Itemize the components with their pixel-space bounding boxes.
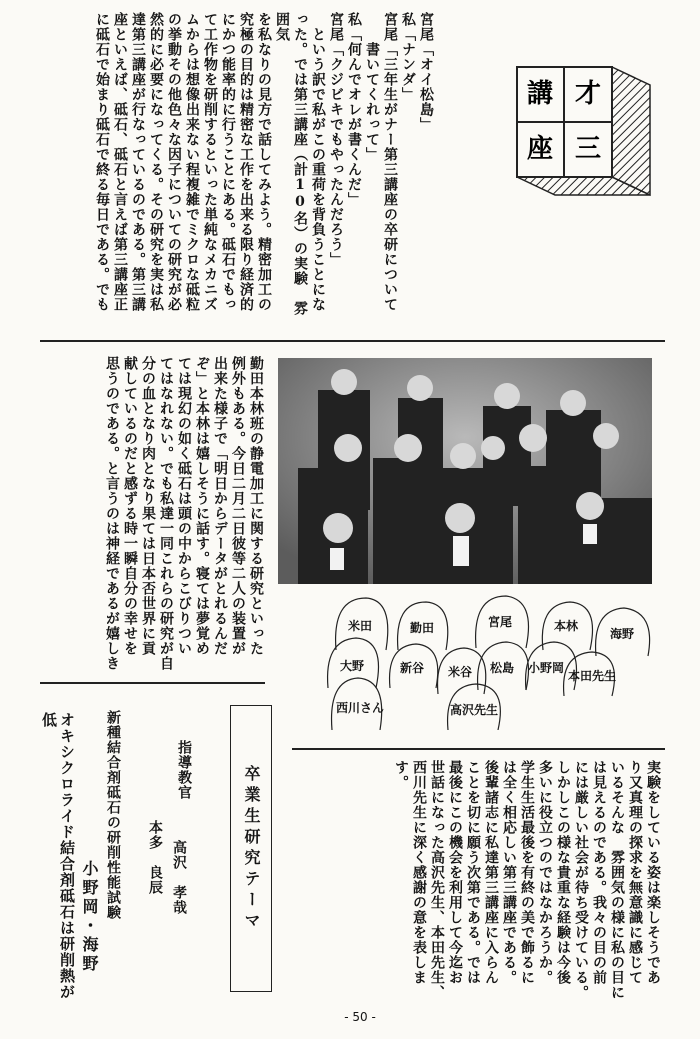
page-number: ‐ 50 ‐ (344, 1010, 376, 1024)
caption-name: 海野 (610, 627, 635, 641)
caption-name: 松島 (490, 661, 515, 675)
emblem-char-3: 講 (526, 79, 554, 109)
emblem-third-course (505, 55, 660, 215)
intro-line: て工作物を研削するといった単純なメカニズ (202, 12, 218, 312)
middle-line: 出来た様子で「明日からデータがとれるんだ (212, 356, 228, 656)
closing-line: す。 (393, 760, 409, 790)
emblem-char-1: 才 (574, 79, 602, 109)
intro-line: の挙動その他色々な因子についての研究が必 (166, 12, 182, 312)
caption-name: 米田 (348, 619, 373, 633)
intro-line: った。では第三講座（計10名）の実験 雰囲気 (274, 12, 308, 316)
research-theme-1: 新種結合剤砥石の研削性能試験 (105, 710, 121, 920)
closing-line: 後輩諸志に私達第三講座に入らん (483, 760, 499, 985)
divider-top (40, 340, 665, 342)
intro-line: 究極の目的は精密な工作を出来る限り経済的 (238, 12, 254, 312)
emblem-char-2: 三 (574, 134, 602, 164)
closing-line: 最後にこの機会を利用して今迄お (447, 760, 463, 985)
closing-line: は見えるのである。我々の目の前 (591, 760, 607, 985)
closing-line: 世話になった高沢先生、本田先生、 (429, 760, 445, 1000)
intro-line: 私「何んでオレが書くんだ」 (346, 12, 362, 207)
closing-line: は全く相応しい第三講座である。 (501, 760, 517, 985)
intro-line: ムからは想像出来ない程複雑でミクロな砥粒 (184, 12, 200, 312)
caption-name: 宮尾 (488, 615, 513, 629)
caption-name: 米谷 (448, 665, 473, 679)
middle-text (40, 356, 265, 674)
advisor-name-2: 本多 良辰 (147, 820, 163, 895)
intro-line: 達第三講座が行なっているのである。第三講 (130, 12, 146, 312)
group-photo (278, 358, 652, 584)
closing-line: しかしこの様な貴重な経験は今後 (555, 760, 571, 985)
divider-middle-right (292, 748, 665, 750)
closing-line: 多いに役立つのではなかろうか。 (537, 760, 553, 985)
intro-line: という訳で私がこの重荷を背負うことにな (310, 12, 326, 312)
advisors-heading: 指導教官 (176, 740, 192, 800)
middle-line: てはなれない。でも私達一同これらの研究が自 (158, 356, 174, 671)
middle-line: 分の血となり肉となり果ては日本否世界に貢 (140, 356, 156, 656)
middle-line: ぞ」と本林は嬉しそうに話す。寝ては夢覚め (194, 356, 210, 656)
intro-line: 宮尾「三年生がナー第三講座の卒研について (382, 12, 398, 312)
emblem-char-4: 座 (526, 134, 554, 164)
closing-line: 実験をしている姿は楽しそうであ (645, 760, 661, 985)
intro-line: 私「ナンダ」 (400, 12, 416, 102)
intro-line: にかつ能率的に行うことにある。砥石でもっ (220, 12, 236, 312)
caption-name: 勤田 (410, 621, 435, 635)
middle-line: 勤田本林班の静電加工に関する研究といった (248, 356, 264, 656)
intro-text (93, 12, 435, 330)
closing-line: いるそんな 雰囲気の様に私の目に (609, 760, 625, 1000)
caption-name: 本林 (554, 619, 579, 633)
intro-line: を私なりの見方で話してみよう。精密加工の (256, 12, 272, 312)
caption-name: 本田先生 (568, 669, 617, 683)
intro-line: 宮尾「オイ松島」 (418, 12, 434, 132)
closing-line: 学生生活最後を有終の美で飾るに (519, 760, 535, 985)
intro-line: 書いてくれって」 (364, 12, 380, 162)
closing-line: ことを切に願う次第である。では (465, 760, 481, 985)
intro-line: 宮尾「クジビキでもやったんだろう」 (328, 12, 344, 267)
closing-line: には厳しい社会が待ち受けている。 (573, 760, 589, 1000)
middle-line: 思うのである。と言うのは神経であるが嬉しき (104, 356, 120, 671)
research-theme-title: 卒業生研究テーマ (242, 764, 261, 933)
intro-line: 座といえば、砥石、砥石と言えば第三講座正 (112, 12, 128, 312)
closing-text (392, 760, 662, 1010)
middle-line: ては現幻の如く砥石は頭の中からこびりつい (176, 356, 192, 656)
divider-middle-left (40, 682, 265, 684)
middle-line: 例外もある。今日二月二日彼等二人の装置が (230, 356, 246, 656)
closing-line: 西川先生に深く感謝の意を表しま (411, 760, 427, 985)
intro-line: 然的に必要になってくる。その研究を実は私 (148, 12, 164, 312)
research-theme-title-box (230, 705, 272, 992)
middle-line: 献しているのだと感ずる時一瞬自分の幸せを (122, 356, 138, 656)
research-theme-1-students: 小野岡・海野 (80, 860, 99, 974)
theme-description: オキシクロライド結合剤砥石は研削熱が低 (40, 712, 76, 1000)
caption-name: 大野 (340, 659, 365, 673)
photo-caption-sketch (318, 590, 663, 730)
caption-name: 西川さん (336, 701, 385, 715)
advisor-name-1: 高沢 孝哉 (171, 840, 187, 915)
intro-line: に砥石で始まり砥石で終る毎日である。でも (94, 12, 110, 312)
closing-line: り又真理の探求を無意識に感じて (627, 760, 643, 985)
caption-name: 高沢先生 (450, 703, 499, 717)
caption-name: 新谷 (400, 661, 425, 675)
caption-name: 小野岡 (528, 661, 565, 675)
